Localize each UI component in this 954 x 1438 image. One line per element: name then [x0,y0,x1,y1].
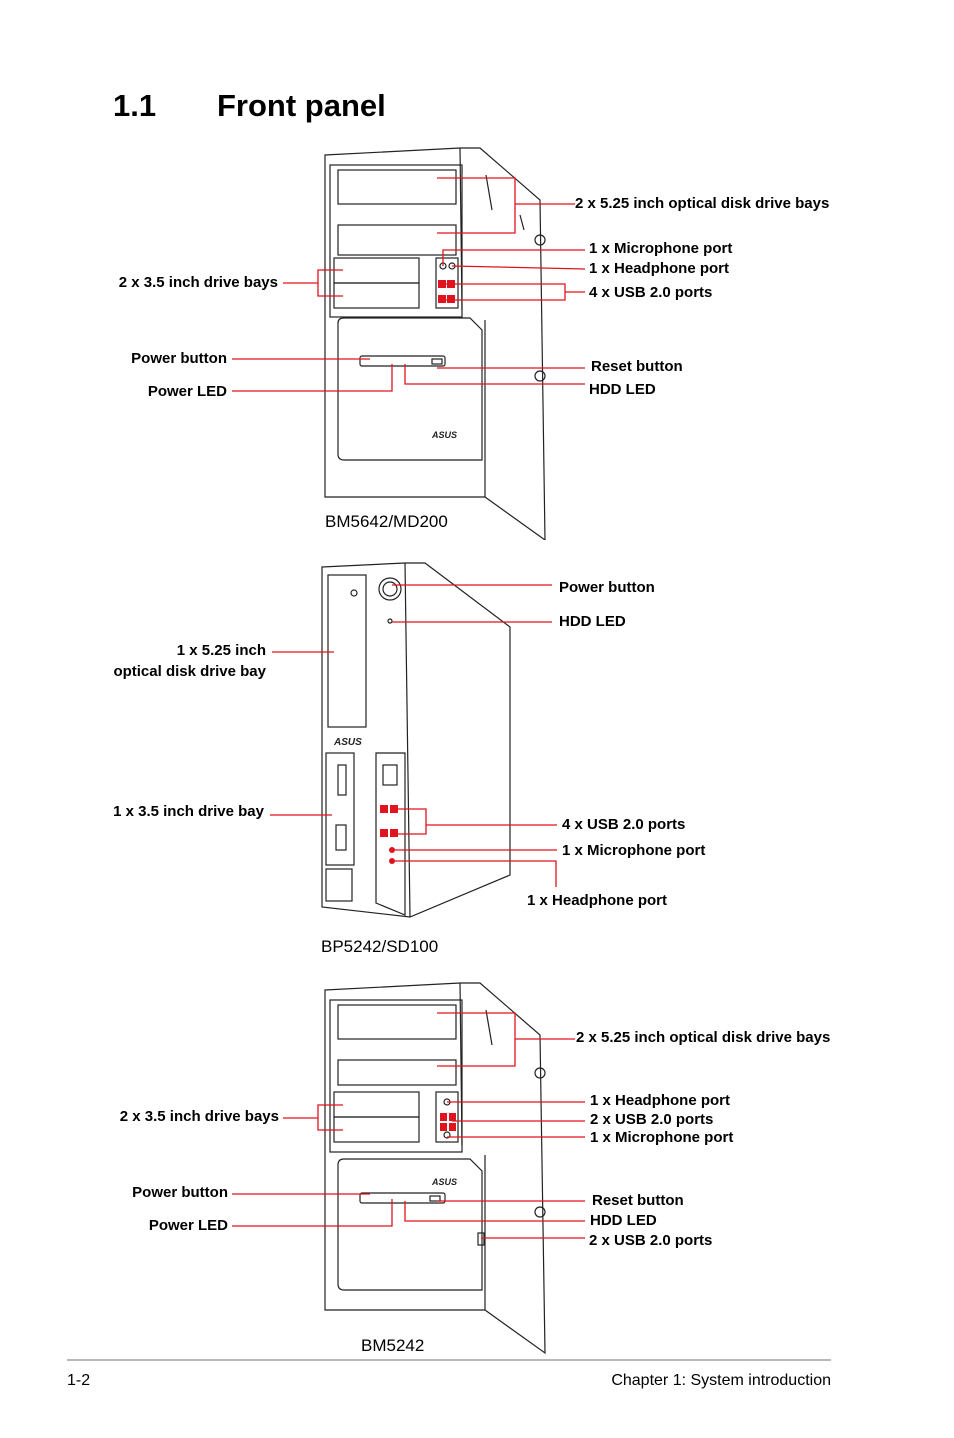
label-drive-bays: 2 x 3.5 inch drive bays [119,1108,279,1125]
label-usb-ports: 4 x USB 2.0 ports [589,284,713,301]
label-reset-button: Reset button [591,358,683,375]
caption-model: BM5242 [361,1336,425,1355]
caption-model: BM5642/MD200 [325,512,448,531]
diagram-bp5242 [0,555,954,965]
label-headphone-port: 1 x Headphone port [527,892,668,909]
label-power-button: Power button [131,350,227,367]
label-mic-port: 1 x Microphone port [562,842,706,859]
label-mic-port: 1 x Microphone port [589,240,733,257]
label-odd-bay-line2: optical disk drive bay [113,663,266,680]
label-hdd-led: HDD LED [590,1212,657,1229]
section-title: Front panel [217,88,386,123]
label-power-led: Power LED [148,1217,228,1234]
label-power-button: Power button [132,1184,228,1201]
page-number: 1-2 [67,1372,91,1389]
footer-divider [67,1359,831,1361]
svg-text:ASUS: ASUS [432,430,458,440]
caption-model: BP5242/SD100 [321,937,439,956]
label-odd-bay-line1: 1 x 5.25 inch [176,642,266,659]
label-odd-bays: 2 x 5.25 inch optical disk drive bays [575,195,830,212]
svg-text:ASUS: ASUS [432,1177,458,1187]
label-usb-ports: 2 x USB 2.0 ports [590,1111,714,1128]
diagram-bm5642 [0,140,954,540]
svg-text:ASUS: ASUS [334,737,362,748]
leader-lines [270,585,557,887]
leader-lines [232,1013,585,1238]
section-heading [113,88,386,124]
label-drive-bay: 1 x 3.5 inch drive bay [113,803,264,820]
label-mic-port: 1 x Microphone port [590,1129,734,1146]
leader-lines [232,178,585,391]
chapter-title: Chapter 1: System introduction [611,1372,831,1389]
label-odd-bays: 2 x 5.25 inch optical disk drive bays [576,1029,831,1046]
label-power-led: Power LED [147,383,227,400]
label-reset-button: Reset button [592,1192,684,1209]
slim-tower-illustration [0,555,954,965]
label-hdd-led: HDD LED [589,381,656,398]
label-headphone-port: 1 x Headphone port [590,1092,731,1109]
label-power-button: Power button [559,579,655,596]
label-usb-ports: 4 x USB 2.0 ports [562,816,686,833]
section-number: 1.1 [113,88,157,123]
label-drive-bays: 2 x 3.5 inch drive bays [118,274,278,291]
label-usb-side-ports: 2 x USB 2.0 ports [589,1232,713,1249]
label-headphone-port: 1 x Headphone port [589,260,730,277]
diagram-bm5242 [0,975,954,1360]
label-hdd-led: HDD LED [559,613,626,630]
